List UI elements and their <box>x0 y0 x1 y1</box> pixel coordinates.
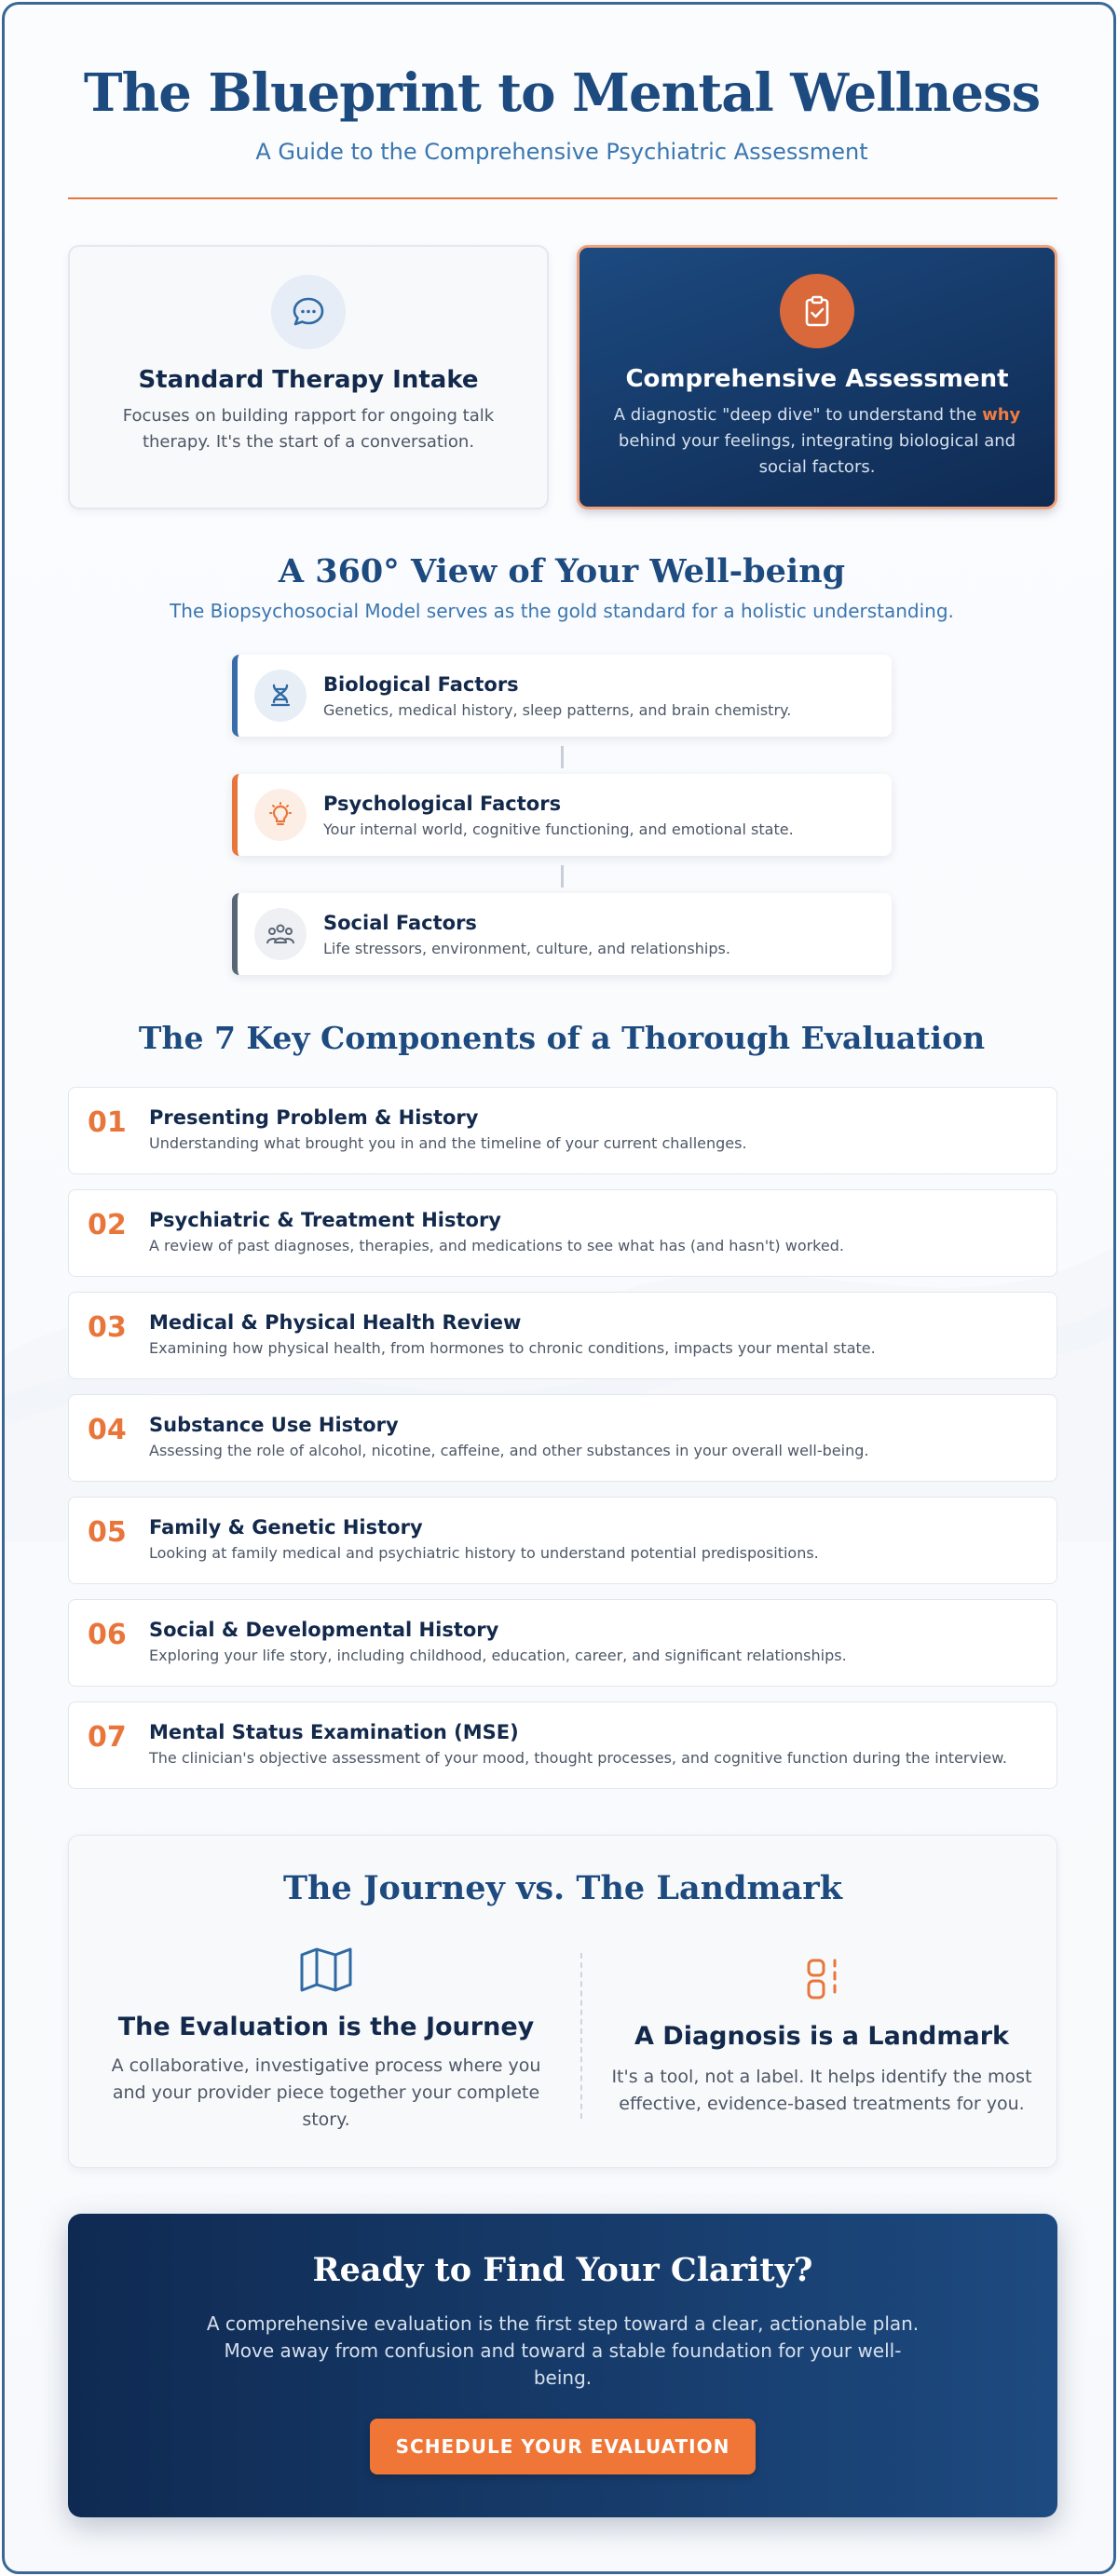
signpost-icon <box>603 1957 1041 2009</box>
factor-name: Psychological Factors <box>323 793 562 815</box>
component-description: Examining how physical health, from hormones to chronic conditions, impacts your mental state. <box>149 1339 876 1357</box>
description-text-end: behind your feelings, integrating biological and social factors. <box>618 431 1016 477</box>
factor-social <box>232 893 892 975</box>
component-number: 02 <box>88 1209 127 1241</box>
why-highlight: why <box>982 405 1021 425</box>
component-description: Exploring your life story, including childhood, education, career, and significant relationships. <box>149 1647 847 1664</box>
component-name: Mental Status Examination (MSE) <box>149 1721 519 1743</box>
component-number: 05 <box>88 1516 127 1549</box>
component-name: Social & Developmental History <box>149 1619 499 1641</box>
component-name: Psychiatric & Treatment History <box>149 1209 501 1231</box>
component-number: 03 <box>88 1311 127 1344</box>
schedule-evaluation-button[interactable]: SCHEDULE YOUR EVALUATION <box>370 2419 756 2474</box>
comprehensive-assessment-description <box>612 402 1022 481</box>
factor-connector <box>561 865 564 888</box>
journey-divider <box>580 1953 582 2119</box>
standard-intake-title: Standard Therapy Intake <box>138 366 479 394</box>
component-description: Assessing the role of alcohol, nicotine, caffeine, and other substances in your overall well-being. <box>149 1442 869 1459</box>
component-item <box>68 1189 1057 1277</box>
evaluation-description: A collaborative, investigative process where you and your provider piece together your complete story. <box>111 2055 541 2130</box>
map-icon <box>107 1946 545 1998</box>
component-description: A review of past diagnoses, therapies, and medications to see what has (and hasn't) worked. <box>149 1237 844 1254</box>
description-text: A diagnostic "deep dive" to understand the <box>613 405 983 425</box>
component-item <box>68 1599 1057 1687</box>
chat-bubble-icon <box>271 275 346 349</box>
journey-title: The Journey vs. The Landmark <box>283 1869 842 1907</box>
factor-description: Genetics, medical history, sleep patterns, and brain chemistry. <box>323 701 792 719</box>
component-description: Understanding what brought you in and the timeline of your current challenges. <box>149 1134 747 1152</box>
component-item <box>68 1702 1057 1789</box>
component-description: Looking at family medical and psychiatric history to understand potential predispositions. <box>149 1544 819 1562</box>
diagnosis-title: A Diagnosis is a Landmark <box>634 2022 1010 2051</box>
component-item <box>68 1394 1057 1482</box>
component-name: Substance Use History <box>149 1414 399 1436</box>
evaluation-title: The Evaluation is the Journey <box>117 2013 535 2041</box>
component-item <box>68 1087 1057 1174</box>
comprehensive-assessment-card <box>577 245 1057 509</box>
component-description: The clinician's objective assessment of your mood, thought processes, and cognitive function during the interview. <box>149 1749 1007 1767</box>
factor-description: Your internal world, cognitive functioning, and emotional state. <box>323 820 794 838</box>
standard-intake-description: Focuses on building rapport for ongoing talk therapy. It's the start of a conversation. <box>122 406 495 452</box>
factor-description: Life stressors, environment, culture, and relationships. <box>323 940 730 957</box>
cta-title: Ready to Find Your Clarity? <box>312 2251 813 2289</box>
component-number: 04 <box>88 1414 127 1446</box>
component-item <box>68 1292 1057 1379</box>
factor-psychological <box>232 774 892 856</box>
journey-landmark-card <box>68 1835 1057 2168</box>
header-divider <box>68 197 1057 199</box>
cta-description: A comprehensive evaluation is the first step toward a clear, actionable plan. Move away from confusion and toward a stable foundation for your well-being. <box>206 2312 920 2389</box>
component-number: 07 <box>88 1721 127 1754</box>
call-to-action-panel <box>68 2214 1057 2517</box>
page-frame <box>2 2 1116 2574</box>
biopsychosocial-subtitle: The Biopsychosocial Model serves as the gold standard for a holistic understanding. <box>170 600 954 622</box>
diagnosis-column <box>603 1957 1041 2118</box>
factor-name: Social Factors <box>323 912 477 934</box>
component-number: 01 <box>88 1106 127 1139</box>
clipboard-check-icon <box>780 274 854 348</box>
standard-intake-card <box>68 245 549 509</box>
component-name: Medical & Physical Health Review <box>149 1311 522 1334</box>
biopsychosocial-title: A 360° View of Your Well-being <box>278 552 846 590</box>
component-number: 06 <box>88 1619 127 1651</box>
evaluation-column <box>107 1946 545 2134</box>
component-item <box>68 1497 1057 1584</box>
factor-biological <box>232 655 892 737</box>
factor-connector <box>561 746 564 768</box>
dna-icon <box>254 670 307 722</box>
components-title: The 7 Key Components of a Thorough Evaluation <box>138 1020 986 1056</box>
component-name: Family & Genetic History <box>149 1516 423 1539</box>
diagnosis-description: It's a tool, not a label. It helps identify the most effective, evidence-based treatments for you. <box>611 2067 1032 2114</box>
lightbulb-icon <box>254 789 307 841</box>
page-subtitle: A Guide to the Comprehensive Psychiatric Assessment <box>255 139 868 165</box>
people-icon <box>254 908 307 960</box>
component-name: Presenting Problem & History <box>149 1106 479 1129</box>
comprehensive-assessment-title: Comprehensive Assessment <box>625 365 1009 393</box>
page-title: The Blueprint to Mental Wellness <box>83 62 1041 124</box>
factor-name: Biological Factors <box>323 673 519 696</box>
